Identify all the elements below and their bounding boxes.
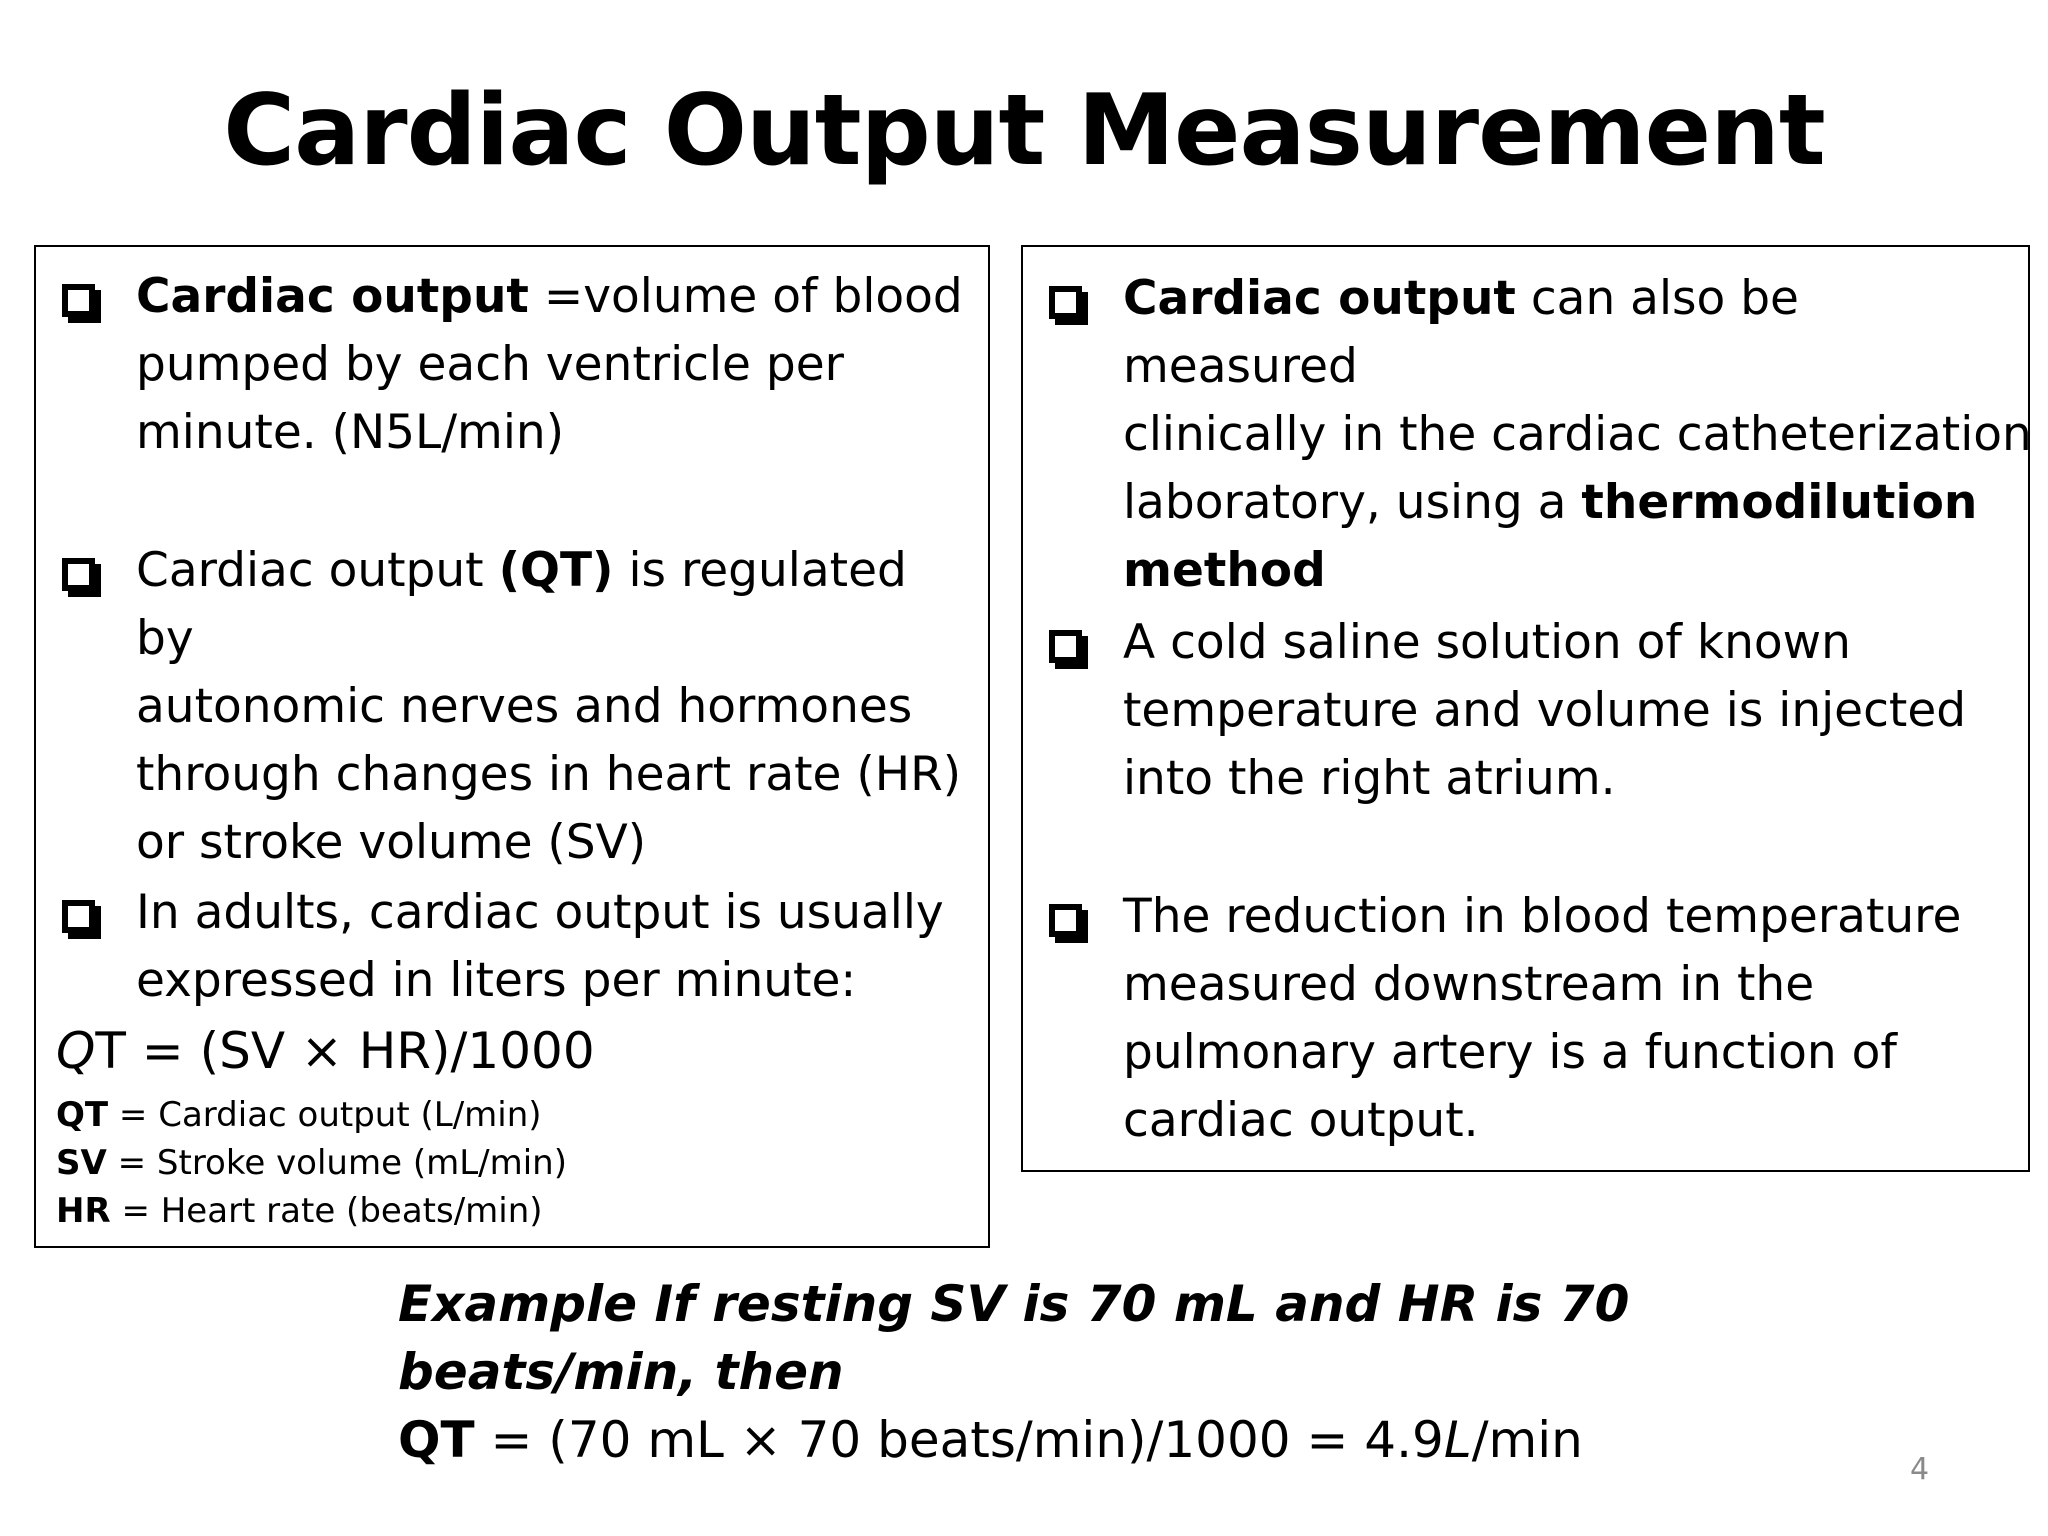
- legend-item-hr: HR = Heart rate (beats/min): [56, 1191, 543, 1231]
- checkbox-bullet-icon: [1049, 904, 1082, 937]
- left-content-box: [34, 245, 990, 1248]
- example-result: QT = (70 mL × 70 beats/min)/1000 = 4.9L/min: [398, 1411, 1583, 1469]
- term-cardiac-output: Cardiac output: [136, 269, 529, 324]
- checkbox-bullet-icon: [1049, 286, 1082, 319]
- right-bullet-3-text: The reduction in blood temperature measured downstream in the pulmonary artery is a function of cardiac output.: [1123, 889, 1962, 1148]
- left-bullet-1-text: Cardiac output =volume of blood pumped by each ventricle per minute. (N5L/min): [136, 269, 963, 460]
- example-statement: Example If resting SV is 70 mL and HR is 70 beats/min, then: [398, 1275, 1630, 1401]
- checkbox-bullet-icon: [62, 284, 95, 317]
- left-bullet-2-text: Cardiac output (QT) is regulated by autonomic nerves and hormones through changes in heart rate (HR) or stroke volume (SV): [136, 543, 962, 870]
- slide-title: Cardiac Output Measurement: [223, 74, 1825, 188]
- checkbox-bullet-icon: [62, 558, 95, 591]
- right-bullet-2-text: A cold saline solution of known temperature and volume is injected into the right atrium.: [1123, 615, 1967, 806]
- checkbox-bullet-icon: [1049, 630, 1082, 663]
- left-bullet-3-text: In adults, cardiac output is usually expressed in liters per minute:: [136, 885, 944, 1008]
- cardiac-output-formula: QT = (SV × HR)/1000: [56, 1022, 595, 1080]
- checkbox-bullet-icon: [62, 900, 95, 933]
- right-content-box: [1021, 245, 2030, 1172]
- legend-item-qt: QT = Cardiac output (L/min): [56, 1095, 542, 1135]
- page-number: 4: [1910, 1452, 1930, 1487]
- example-calculation: [398, 1270, 1898, 1474]
- legend-item-sv: SV = Stroke volume (mL/min): [56, 1143, 567, 1183]
- right-bullet-1-text: Cardiac output can also be measured clinically in the cardiac catheterization laboratory, using a thermodilution method: [1123, 271, 2032, 598]
